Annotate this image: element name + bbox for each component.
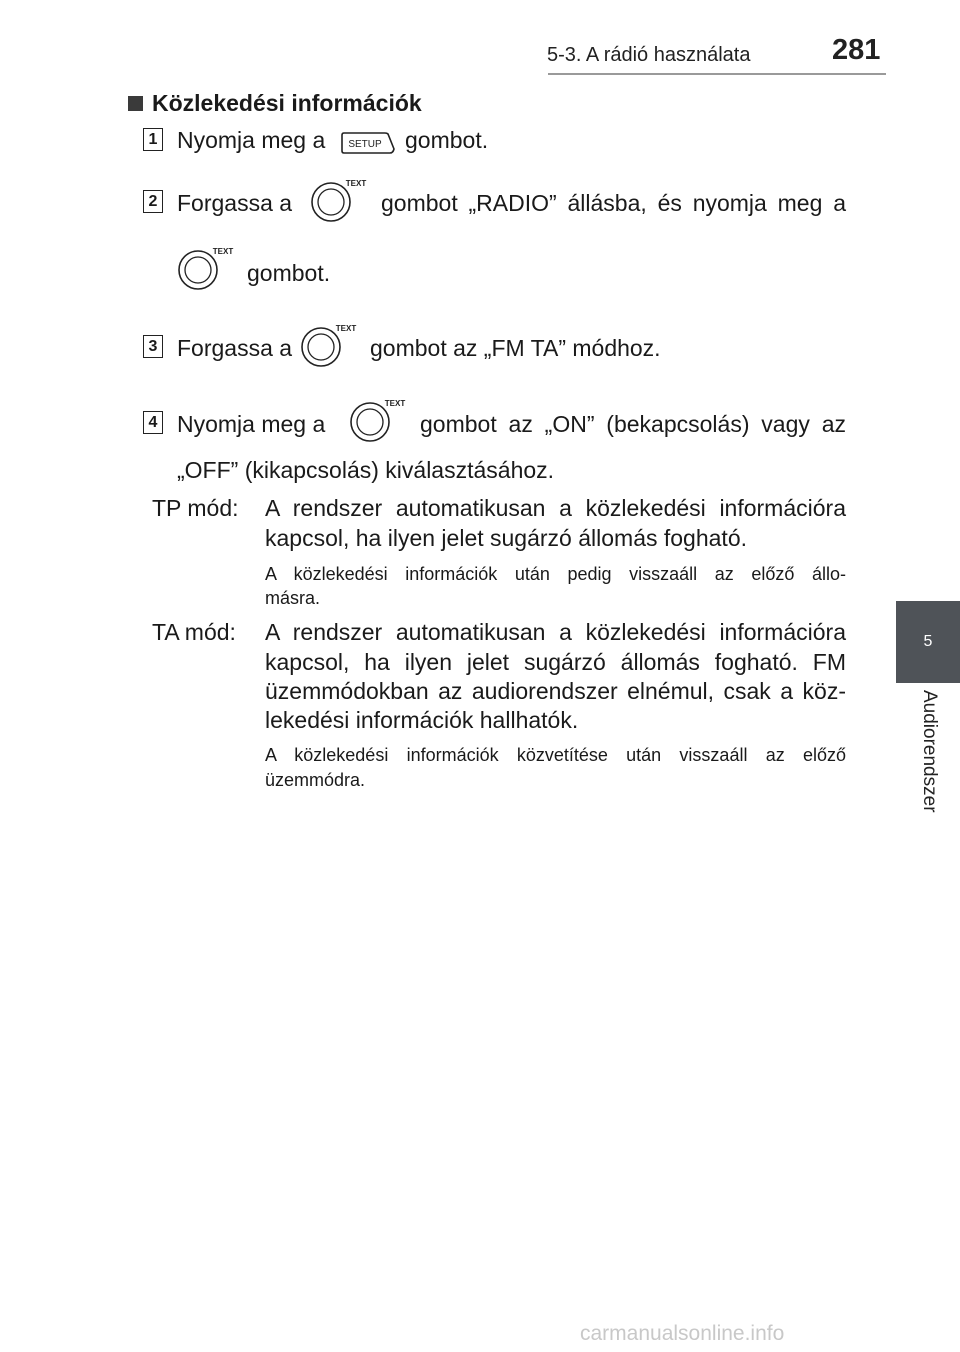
step-2-text-before: Forgassa a bbox=[177, 190, 293, 216]
step-number-2: 2 bbox=[143, 190, 163, 213]
svg-text:SETUP: SETUP bbox=[348, 139, 382, 150]
text-knob-icon bbox=[310, 177, 370, 225]
tp-mode-note: másra. bbox=[265, 588, 321, 608]
chapter-number: 5 bbox=[923, 633, 933, 650]
text-knob-icon bbox=[177, 245, 237, 293]
step-4-text-before: Nyomja meg a bbox=[177, 411, 326, 437]
tp-mode-note: A közlekedési információk után pedig visszaáll az előző állo- bbox=[265, 564, 846, 584]
section-heading bbox=[128, 90, 422, 117]
tp-mode-line: A rendszer automatikusan a közlekedési információra bbox=[265, 495, 846, 521]
step-4-text-cont: „OFF” (kikapcsolás) kiválasztásához. bbox=[177, 457, 555, 483]
square-bullet-icon bbox=[128, 96, 143, 111]
setup-button-icon bbox=[340, 131, 396, 155]
ta-mode-line: üzemmódokban az audiorendszer elnémul, csak a köz- bbox=[265, 678, 846, 704]
tp-mode-line: kapcsol, ha ilyen jelet sugárzó állomás fogható. bbox=[265, 525, 748, 551]
watermark: carmanualsonline.info bbox=[580, 1322, 785, 1345]
chapter-tab bbox=[896, 601, 960, 683]
page-number: 281 bbox=[832, 34, 881, 66]
step-4-text-after: gombot az „ON” (bekapcsolás) vagy az bbox=[420, 411, 846, 437]
section-title: 5-3. A rádió használata bbox=[547, 44, 751, 66]
step-1-text-after: gombot. bbox=[405, 127, 489, 153]
svg-text:TEXT: TEXT bbox=[335, 324, 357, 333]
ta-mode-note: A közlekedési információk közvetítése után visszaáll az előző bbox=[265, 745, 846, 765]
text-knob-icon bbox=[349, 397, 409, 445]
section-heading-text: Közlekedési információk bbox=[152, 90, 422, 116]
ta-mode-line: A rendszer automatikusan a közlekedési információra bbox=[265, 619, 846, 645]
svg-text:TEXT: TEXT bbox=[212, 247, 234, 256]
step-number-4: 4 bbox=[143, 411, 163, 434]
step-2-text-cont: gombot. bbox=[247, 260, 331, 286]
header-divider bbox=[548, 73, 886, 75]
chapter-label: Audiorendszer bbox=[919, 690, 940, 813]
text-knob-icon bbox=[300, 322, 360, 370]
ta-mode-label: TA mód: bbox=[152, 619, 236, 645]
svg-text:TEXT: TEXT bbox=[345, 179, 367, 188]
step-3-text-after: gombot az „FM TA” módhoz. bbox=[370, 335, 661, 361]
step-2-text-after: gombot „RADIO” állásba, és nyomja meg a bbox=[381, 190, 846, 216]
step-number-1: 1 bbox=[143, 128, 163, 151]
tp-mode-label: TP mód: bbox=[152, 495, 239, 521]
step-3-text-before: Forgassa a bbox=[177, 335, 293, 361]
ta-mode-note: üzemmódra. bbox=[265, 770, 366, 790]
ta-mode-line: lekedési információk hallhatók. bbox=[265, 707, 579, 733]
step-1-text-before: Nyomja meg a bbox=[177, 127, 326, 153]
svg-text:TEXT: TEXT bbox=[384, 399, 406, 408]
step-number-3: 3 bbox=[143, 335, 163, 358]
ta-mode-line: kapcsol, ha ilyen jelet sugárzó állomás fogható. FM bbox=[265, 649, 846, 675]
